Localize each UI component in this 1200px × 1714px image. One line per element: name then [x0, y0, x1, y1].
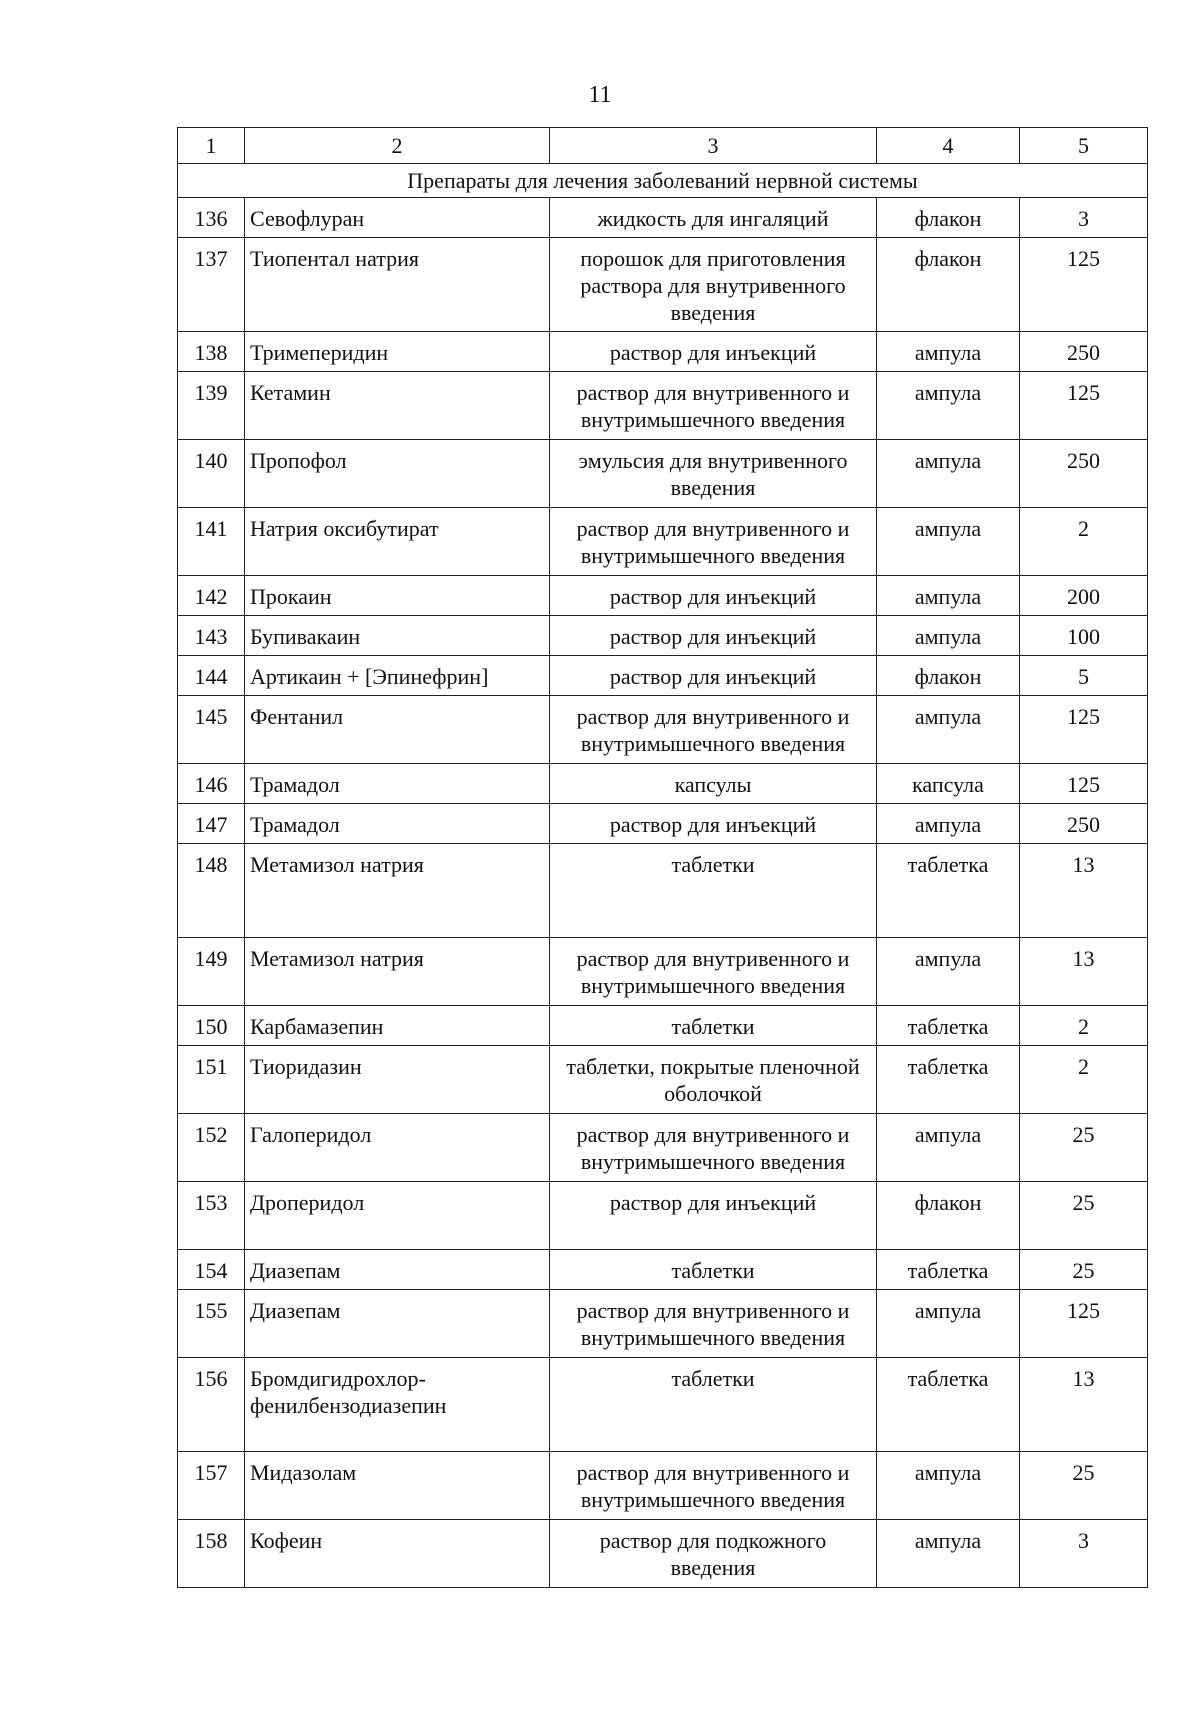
dosage-form-cell: таблетки	[550, 1250, 877, 1290]
table-row	[178, 1114, 1148, 1182]
drug-name-cell: Тримеперидин	[245, 332, 550, 372]
quantity-cell: 125	[1020, 1290, 1148, 1358]
table-row	[178, 372, 1148, 440]
drug-name-cell: Тиоридазин	[245, 1046, 550, 1114]
row-number-cell: 154	[178, 1250, 245, 1290]
column-header: 1	[178, 128, 245, 164]
row-number-cell: 141	[178, 508, 245, 576]
section-row	[178, 164, 1148, 198]
drug-name-cell: Прокаин	[245, 576, 550, 616]
column-header: 4	[877, 128, 1020, 164]
drug-table	[177, 127, 1148, 1588]
row-number-cell: 145	[178, 696, 245, 764]
drug-name-cell: Метамизол натрия	[245, 938, 550, 1006]
row-number-cell: 146	[178, 764, 245, 804]
drug-name-cell: Трамадол	[245, 804, 550, 844]
drug-name-cell: Галоперидол	[245, 1114, 550, 1182]
drug-name-cell: Бромдигидрохлор-фенилбензодиазепин	[245, 1358, 550, 1452]
unit-cell: таблетка	[877, 844, 1020, 938]
dosage-form-cell: раствор для инъекций	[550, 332, 877, 372]
drug-name-cell: Кетамин	[245, 372, 550, 440]
quantity-cell: 13	[1020, 844, 1148, 938]
dosage-form-cell: капсулы	[550, 764, 877, 804]
row-number-cell: 138	[178, 332, 245, 372]
unit-cell: ампула	[877, 1114, 1020, 1182]
quantity-cell: 3	[1020, 1520, 1148, 1588]
row-number-cell: 140	[178, 440, 245, 508]
quantity-cell: 250	[1020, 332, 1148, 372]
page-number: 11	[588, 82, 612, 108]
row-number-cell: 139	[178, 372, 245, 440]
unit-cell: ампула	[877, 508, 1020, 576]
unit-cell: ампула	[877, 616, 1020, 656]
unit-cell: капсула	[877, 764, 1020, 804]
drug-name-cell: Диазепам	[245, 1250, 550, 1290]
quantity-cell: 5	[1020, 656, 1148, 696]
unit-cell: ампула	[877, 372, 1020, 440]
table-row	[178, 1182, 1148, 1250]
table-row	[178, 938, 1148, 1006]
drug-name-cell: Дроперидол	[245, 1182, 550, 1250]
table-row	[178, 1046, 1148, 1114]
row-number-cell: 156	[178, 1358, 245, 1452]
column-header: 5	[1020, 128, 1148, 164]
dosage-form-cell: раствор для внутривенного и внутримышечного введения	[550, 696, 877, 764]
quantity-cell: 25	[1020, 1114, 1148, 1182]
table-row	[178, 1358, 1148, 1452]
quantity-cell: 2	[1020, 1046, 1148, 1114]
drug-name-cell: Севофлуран	[245, 198, 550, 238]
unit-cell: ампула	[877, 1452, 1020, 1520]
section-title: Препараты для лечения заболеваний нервной системы	[178, 164, 1148, 198]
column-header: 3	[550, 128, 877, 164]
row-number-cell: 151	[178, 1046, 245, 1114]
unit-cell: ампула	[877, 1520, 1020, 1588]
dosage-form-cell: раствор для инъекций	[550, 1182, 877, 1250]
dosage-form-cell: раствор для инъекций	[550, 656, 877, 696]
quantity-cell: 13	[1020, 1358, 1148, 1452]
dosage-form-cell: таблетки	[550, 1006, 877, 1046]
drug-name-cell: Пропофол	[245, 440, 550, 508]
drug-name-cell: Карбамазепин	[245, 1006, 550, 1046]
dosage-form-cell: раствор для инъекций	[550, 576, 877, 616]
dosage-form-cell: раствор для инъекций	[550, 804, 877, 844]
unit-cell: таблетка	[877, 1006, 1020, 1046]
dosage-form-cell: раствор для внутривенного и внутримышечного введения	[550, 372, 877, 440]
unit-cell: таблетка	[877, 1358, 1020, 1452]
row-number-cell: 144	[178, 656, 245, 696]
unit-cell: ампула	[877, 1290, 1020, 1358]
dosage-form-cell: таблетки, покрытые пленочной оболочкой	[550, 1046, 877, 1114]
unit-cell: таблетка	[877, 1046, 1020, 1114]
unit-cell: ампула	[877, 332, 1020, 372]
table-row	[178, 1250, 1148, 1290]
unit-cell: ампула	[877, 440, 1020, 508]
row-number-cell: 152	[178, 1114, 245, 1182]
quantity-cell: 3	[1020, 198, 1148, 238]
table-row	[178, 656, 1148, 696]
table-row	[178, 1006, 1148, 1046]
drug-name-cell: Фентанил	[245, 696, 550, 764]
row-number-cell: 143	[178, 616, 245, 656]
quantity-cell: 250	[1020, 804, 1148, 844]
dosage-form-cell: раствор для инъекций	[550, 616, 877, 656]
table-row	[178, 696, 1148, 764]
column-header: 2	[245, 128, 550, 164]
row-number-cell: 148	[178, 844, 245, 938]
drug-name-cell: Метамизол натрия	[245, 844, 550, 938]
quantity-cell: 2	[1020, 1006, 1148, 1046]
unit-cell: таблетка	[877, 1250, 1020, 1290]
dosage-form-cell: эмульсия для внутривенного введения	[550, 440, 877, 508]
unit-cell: флакон	[877, 238, 1020, 332]
unit-cell: ампула	[877, 938, 1020, 1006]
table-row	[178, 1452, 1148, 1520]
table-row	[178, 332, 1148, 372]
quantity-cell: 100	[1020, 616, 1148, 656]
quantity-cell: 25	[1020, 1182, 1148, 1250]
table-row	[178, 576, 1148, 616]
row-number-cell: 155	[178, 1290, 245, 1358]
drug-name-cell: Натрия оксибутират	[245, 508, 550, 576]
unit-cell: ампула	[877, 576, 1020, 616]
unit-cell: флакон	[877, 656, 1020, 696]
table-row	[178, 844, 1148, 938]
dosage-form-cell: таблетки	[550, 844, 877, 938]
row-number-cell: 149	[178, 938, 245, 1006]
row-number-cell: 136	[178, 198, 245, 238]
unit-cell: ампула	[877, 696, 1020, 764]
dosage-form-cell: таблетки	[550, 1358, 877, 1452]
dosage-form-cell: порошок для приготовления раствора для внутривенного введения	[550, 238, 877, 332]
quantity-cell: 13	[1020, 938, 1148, 1006]
dosage-form-cell: жидкость для ингаляций	[550, 198, 877, 238]
row-number-cell: 147	[178, 804, 245, 844]
table-row	[178, 198, 1148, 238]
quantity-cell: 2	[1020, 508, 1148, 576]
table-row	[178, 616, 1148, 656]
row-number-cell: 137	[178, 238, 245, 332]
quantity-cell: 25	[1020, 1452, 1148, 1520]
drug-name-cell: Мидазолам	[245, 1452, 550, 1520]
drug-name-cell: Трамадол	[245, 764, 550, 804]
quantity-cell: 25	[1020, 1250, 1148, 1290]
dosage-form-cell: раствор для внутривенного и внутримышечного введения	[550, 1114, 877, 1182]
drug-name-cell: Диазепам	[245, 1290, 550, 1358]
table-row	[178, 764, 1148, 804]
unit-cell: флакон	[877, 198, 1020, 238]
row-number-cell: 153	[178, 1182, 245, 1250]
table-row	[178, 508, 1148, 576]
unit-cell: ампула	[877, 804, 1020, 844]
quantity-cell: 125	[1020, 238, 1148, 332]
table-row	[178, 1520, 1148, 1588]
quantity-cell: 125	[1020, 764, 1148, 804]
table-row	[178, 440, 1148, 508]
row-number-cell: 142	[178, 576, 245, 616]
drug-name-cell: Артикаин + [Эпинефрин]	[245, 656, 550, 696]
dosage-form-cell: раствор для подкожного введения	[550, 1520, 877, 1588]
row-number-cell: 158	[178, 1520, 245, 1588]
row-number-cell: 157	[178, 1452, 245, 1520]
table-row	[178, 238, 1148, 332]
table-row	[178, 1290, 1148, 1358]
column-number-row	[178, 128, 1148, 164]
quantity-cell: 125	[1020, 696, 1148, 764]
drug-name-cell: Тиопентал натрия	[245, 238, 550, 332]
dosage-form-cell: раствор для внутривенного и внутримышечного введения	[550, 1452, 877, 1520]
drug-name-cell: Кофеин	[245, 1520, 550, 1588]
dosage-form-cell: раствор для внутривенного и внутримышечного введения	[550, 508, 877, 576]
dosage-form-cell: раствор для внутривенного и внутримышечного введения	[550, 938, 877, 1006]
row-number-cell: 150	[178, 1006, 245, 1046]
dosage-form-cell: раствор для внутривенного и внутримышечного введения	[550, 1290, 877, 1358]
quantity-cell: 250	[1020, 440, 1148, 508]
quantity-cell: 125	[1020, 372, 1148, 440]
drug-name-cell: Бупивакаин	[245, 616, 550, 656]
table-row	[178, 804, 1148, 844]
unit-cell: флакон	[877, 1182, 1020, 1250]
quantity-cell: 200	[1020, 576, 1148, 616]
